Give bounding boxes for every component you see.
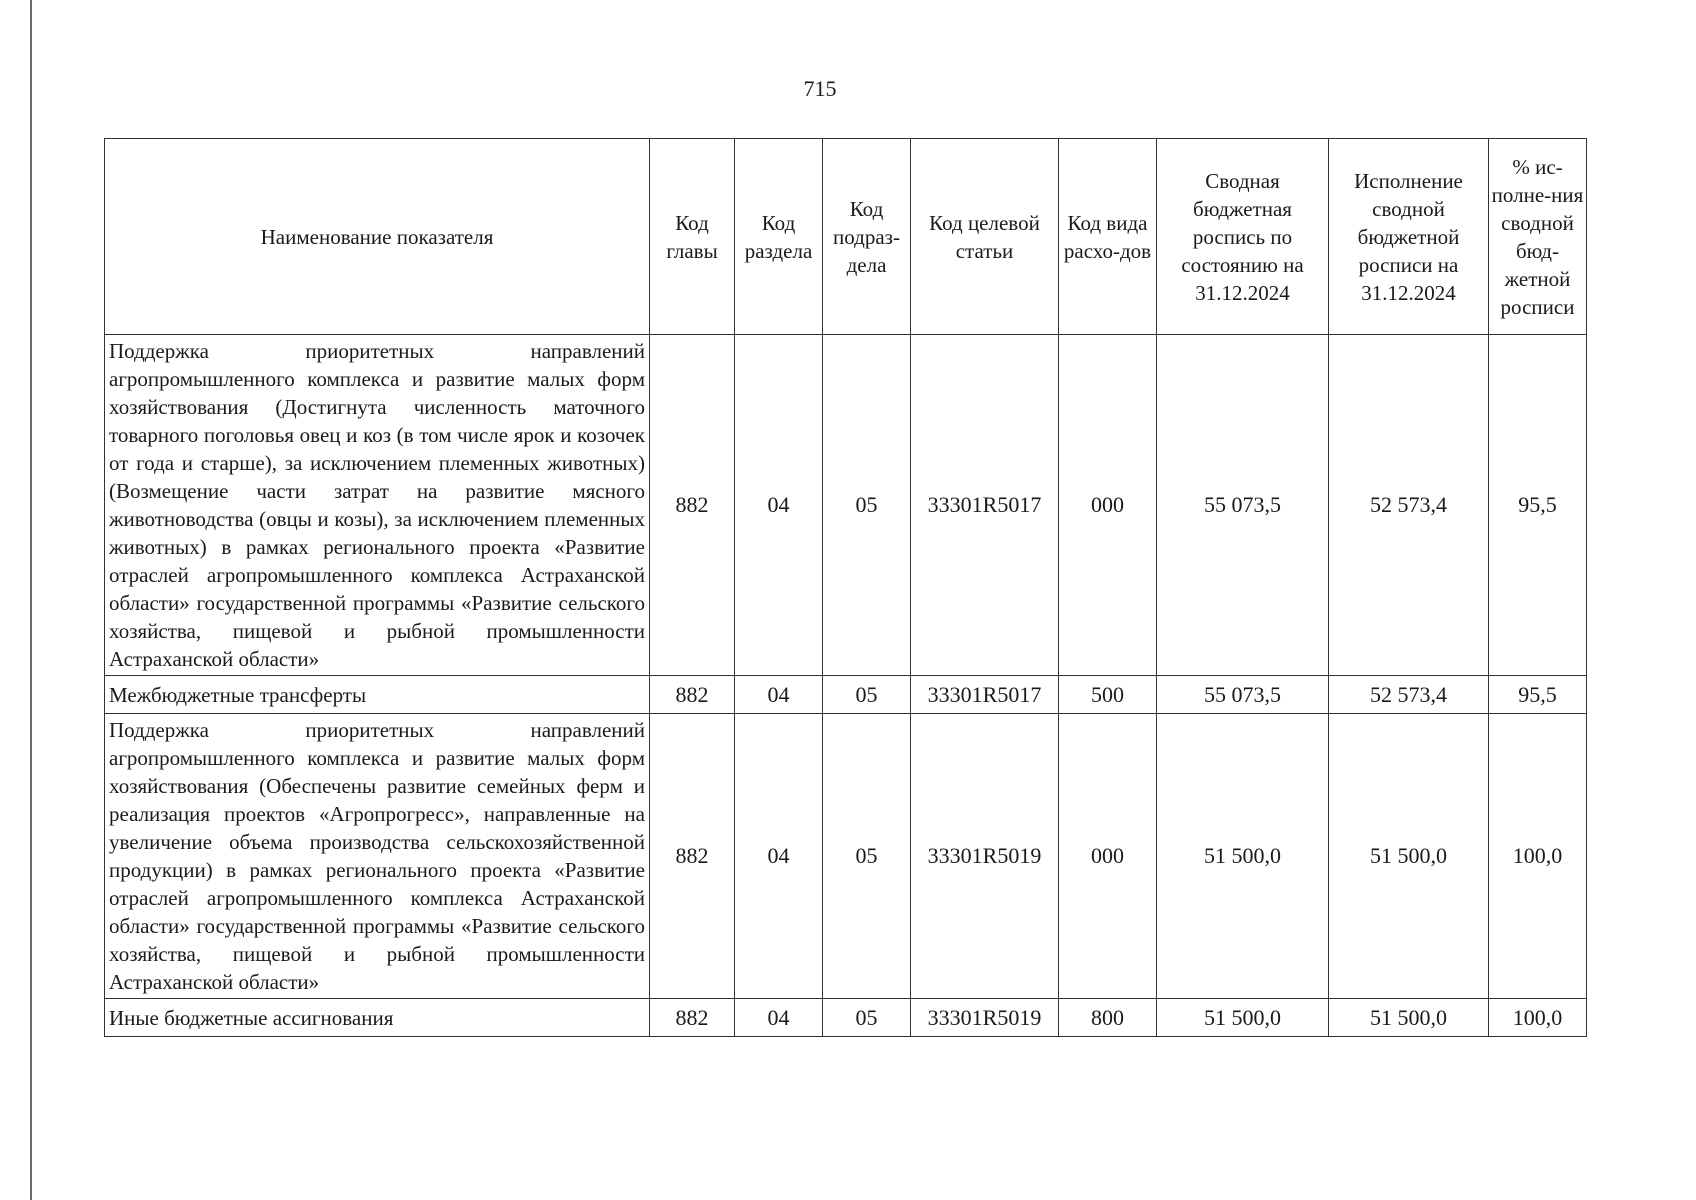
- table-header-row: [105, 139, 1587, 335]
- header-expense-type-code: Код вида расхо-дов: [1059, 139, 1157, 335]
- row-subsection: 05: [823, 714, 911, 999]
- row-section: 04: [735, 335, 823, 676]
- row-chapter: 882: [650, 714, 735, 999]
- page-number: 715: [803, 76, 837, 101]
- row-subsection: 05: [823, 335, 911, 676]
- budget-execution-table: [104, 138, 1587, 1037]
- row-name: Поддержка приоритетных направлений агропромышленного комплекса и развитие малых форм хозяйствования (Обеспечены развитие семейных ферм и реализация проектов «Агропрогресс», направленные на увеличение объема производства сельскохозяйственной продукции) в рамках регионального проекта «Развитие отраслей агропромышленного комплекса Астраханской области» государственной программы «Развитие сельского хозяйства, пищевой и рыбной промышленности Астраханской области»: [105, 714, 650, 999]
- header-budget-list: Сводная бюджетная роспись по состоянию на 31.12.2024: [1157, 139, 1329, 335]
- row-target: 33301R5017: [911, 335, 1059, 676]
- row-execution: 52 573,4: [1329, 676, 1489, 714]
- row-expense-type: 000: [1059, 714, 1157, 999]
- row-budget: 51 500,0: [1157, 999, 1329, 1037]
- row-percent: 100,0: [1489, 714, 1587, 999]
- row-chapter: 882: [650, 999, 735, 1037]
- row-section: 04: [735, 714, 823, 999]
- header-execution: Исполнение сводной бюджетной росписи на 31.12.2024: [1329, 139, 1489, 335]
- header-target-code: Код целевой статьи: [911, 139, 1059, 335]
- row-execution: 51 500,0: [1329, 714, 1489, 999]
- row-percent: 100,0: [1489, 999, 1587, 1037]
- row-budget: 51 500,0: [1157, 714, 1329, 999]
- table-row: [105, 999, 1587, 1037]
- header-subsection-code: Код подраз-дела: [823, 139, 911, 335]
- row-name: Межбюджетные трансферты: [105, 676, 650, 714]
- row-percent: 95,5: [1489, 335, 1587, 676]
- row-budget: 55 073,5: [1157, 335, 1329, 676]
- header-section-code: Код раздела: [735, 139, 823, 335]
- row-subsection: 05: [823, 999, 911, 1037]
- row-expense-type: 000: [1059, 335, 1157, 676]
- row-subsection: 05: [823, 676, 911, 714]
- row-section: 04: [735, 999, 823, 1037]
- row-name: Иные бюджетные ассигнования: [105, 999, 650, 1037]
- row-budget: 55 073,5: [1157, 676, 1329, 714]
- scan-edge-line: [30, 0, 32, 1200]
- row-percent: 95,5: [1489, 676, 1587, 714]
- row-execution: 52 573,4: [1329, 335, 1489, 676]
- row-target: 33301R5017: [911, 676, 1059, 714]
- row-target: 33301R5019: [911, 999, 1059, 1037]
- row-name: Поддержка приоритетных направлений агропромышленного комплекса и развитие малых форм хозяйствования (Достигнута численность маточного товарного поголовья овец и коз (в том числе ярок и козочек от года и старше), за исключением племенных животных) (Возмещение части затрат на развитие мясного животноводства (овцы и козы), за исключением племенных животных) в рамках регионального проекта «Развитие отраслей агропромышленного комплекса Астраханской области» государственной программы «Развитие сельского хозяйства, пищевой и рыбной промышленности Астраханской области»: [105, 335, 650, 676]
- table-row: [105, 676, 1587, 714]
- row-chapter: 882: [650, 335, 735, 676]
- row-expense-type: 500: [1059, 676, 1157, 714]
- row-expense-type: 800: [1059, 999, 1157, 1037]
- header-name: Наименование показателя: [105, 139, 650, 335]
- row-section: 04: [735, 676, 823, 714]
- table-row: [105, 335, 1587, 676]
- table-row: [105, 714, 1587, 999]
- row-target: 33301R5019: [911, 714, 1059, 999]
- row-chapter: 882: [650, 676, 735, 714]
- row-execution: 51 500,0: [1329, 999, 1489, 1037]
- header-percent: % ис-полне-ния сводной бюд-жетной росписи: [1489, 139, 1587, 335]
- header-chapter-code: Код главы: [650, 139, 735, 335]
